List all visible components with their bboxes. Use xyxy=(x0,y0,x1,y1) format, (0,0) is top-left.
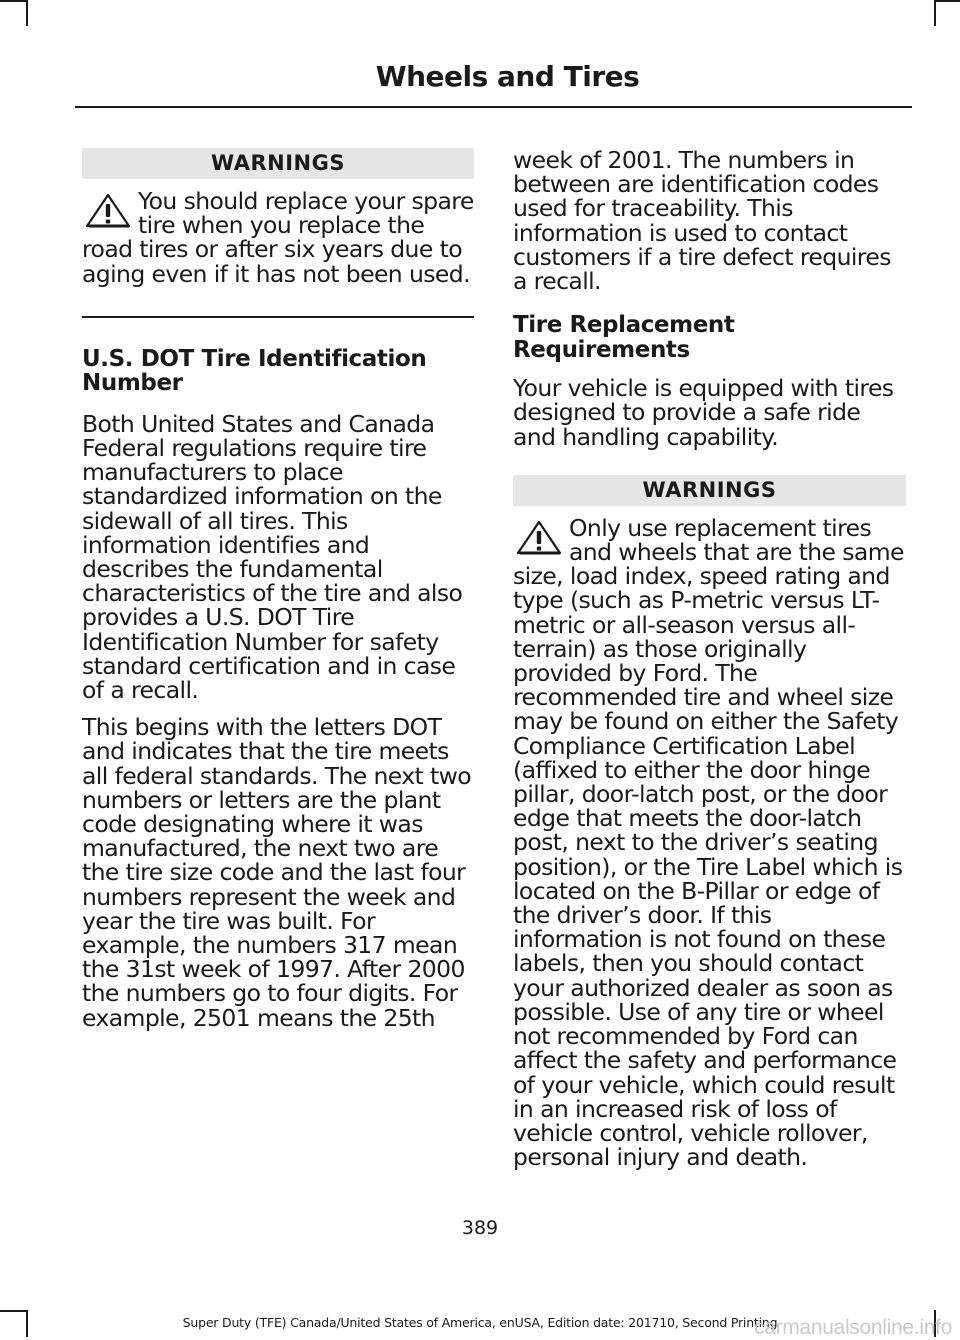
crop-mark xyxy=(934,0,960,2)
paragraph: Both United States and Canada Federal regulations require tire manufacturers to place standardized information on the sidewall of all tires. This information identifies and describes the fundamental characteristics of the tire and also provides a U.S. DOT Tire Identification Number for safety standard certification and in case of a recall. xyxy=(82,409,463,705)
section-heading-tire-replacement: Tire Replacement Requirements xyxy=(513,312,735,363)
warning-block xyxy=(513,513,906,1172)
warning-triangle-icon xyxy=(515,520,563,556)
warning-heading: WARNINGS xyxy=(513,475,906,506)
paragraph: Your vehicle is equipped with tires designed to provide a safe ride and handling capability. xyxy=(513,374,894,451)
paragraph: This begins with the letters DOT and indicates that the tire meets all federal standards. The next two numbers or letters are the plant code designating where it was manufactured, the next two are the tire size code and the last four numbers represent the week and year the tire was built. For example, the numbers 317 mean the 31st week of 1997. After 2000 the numbers go to four digits. For example, 2501 means the 25th xyxy=(82,713,472,1032)
page-number: 389 xyxy=(461,1217,499,1239)
section-heading-dot-tin: U.S. DOT Tire Identification Number xyxy=(82,345,427,397)
crop-mark xyxy=(0,0,26,2)
crop-mark xyxy=(0,1310,26,1312)
crop-mark xyxy=(934,0,936,26)
warning-text: Only use replacement tires and wheels that are the same size, load index, speed rating and type (such as P-metric versus LT-metric or all-season versus all-terrain) as those originally provided by Ford. The recommended tire and wheel size may be found on either the Safety Compliance Certification Label (affixed to either the door hinge pillar, door-latch post, or the door edge that meets the door-latch post, next to the driver’s seating position), or the Tire Label which is located on the B-Pillar or edge of the driver’s door. If this information is not found on these labels, then you should contact your authorized dealer as soon as possible. Use of any tire or wheel not recommended by Ford can affect the safety and performance of your vehicle, which could result in an increased risk of loss of vehicle control, vehicle rollover, personal injury and death. xyxy=(513,513,904,1172)
page-title-text: Wheels and Tires xyxy=(375,60,640,93)
warning-heading: WARNINGS xyxy=(82,148,474,179)
warning-divider xyxy=(82,316,474,318)
watermark: carmanualsonline.info xyxy=(754,1316,952,1339)
warning-text: You should replace your spare tire when you replace the road tires or after six years due to aging even if it has not been used. xyxy=(82,187,474,288)
warning-block xyxy=(82,189,474,286)
footer-text: Super Duty (TFE) Canada/United States of America, enUSA, Edition date: 201710, Second Printing xyxy=(182,1315,778,1330)
paragraph: week of 2001. The numbers in between are identification codes used for traceability. This information is used to contact customers if a tire defect requires a recall. xyxy=(513,146,891,296)
crop-mark xyxy=(26,0,28,26)
left-column xyxy=(82,148,474,1030)
page-title xyxy=(0,60,960,93)
right-column xyxy=(513,146,906,1172)
header-divider xyxy=(75,106,912,108)
warning-triangle-icon xyxy=(84,193,132,229)
